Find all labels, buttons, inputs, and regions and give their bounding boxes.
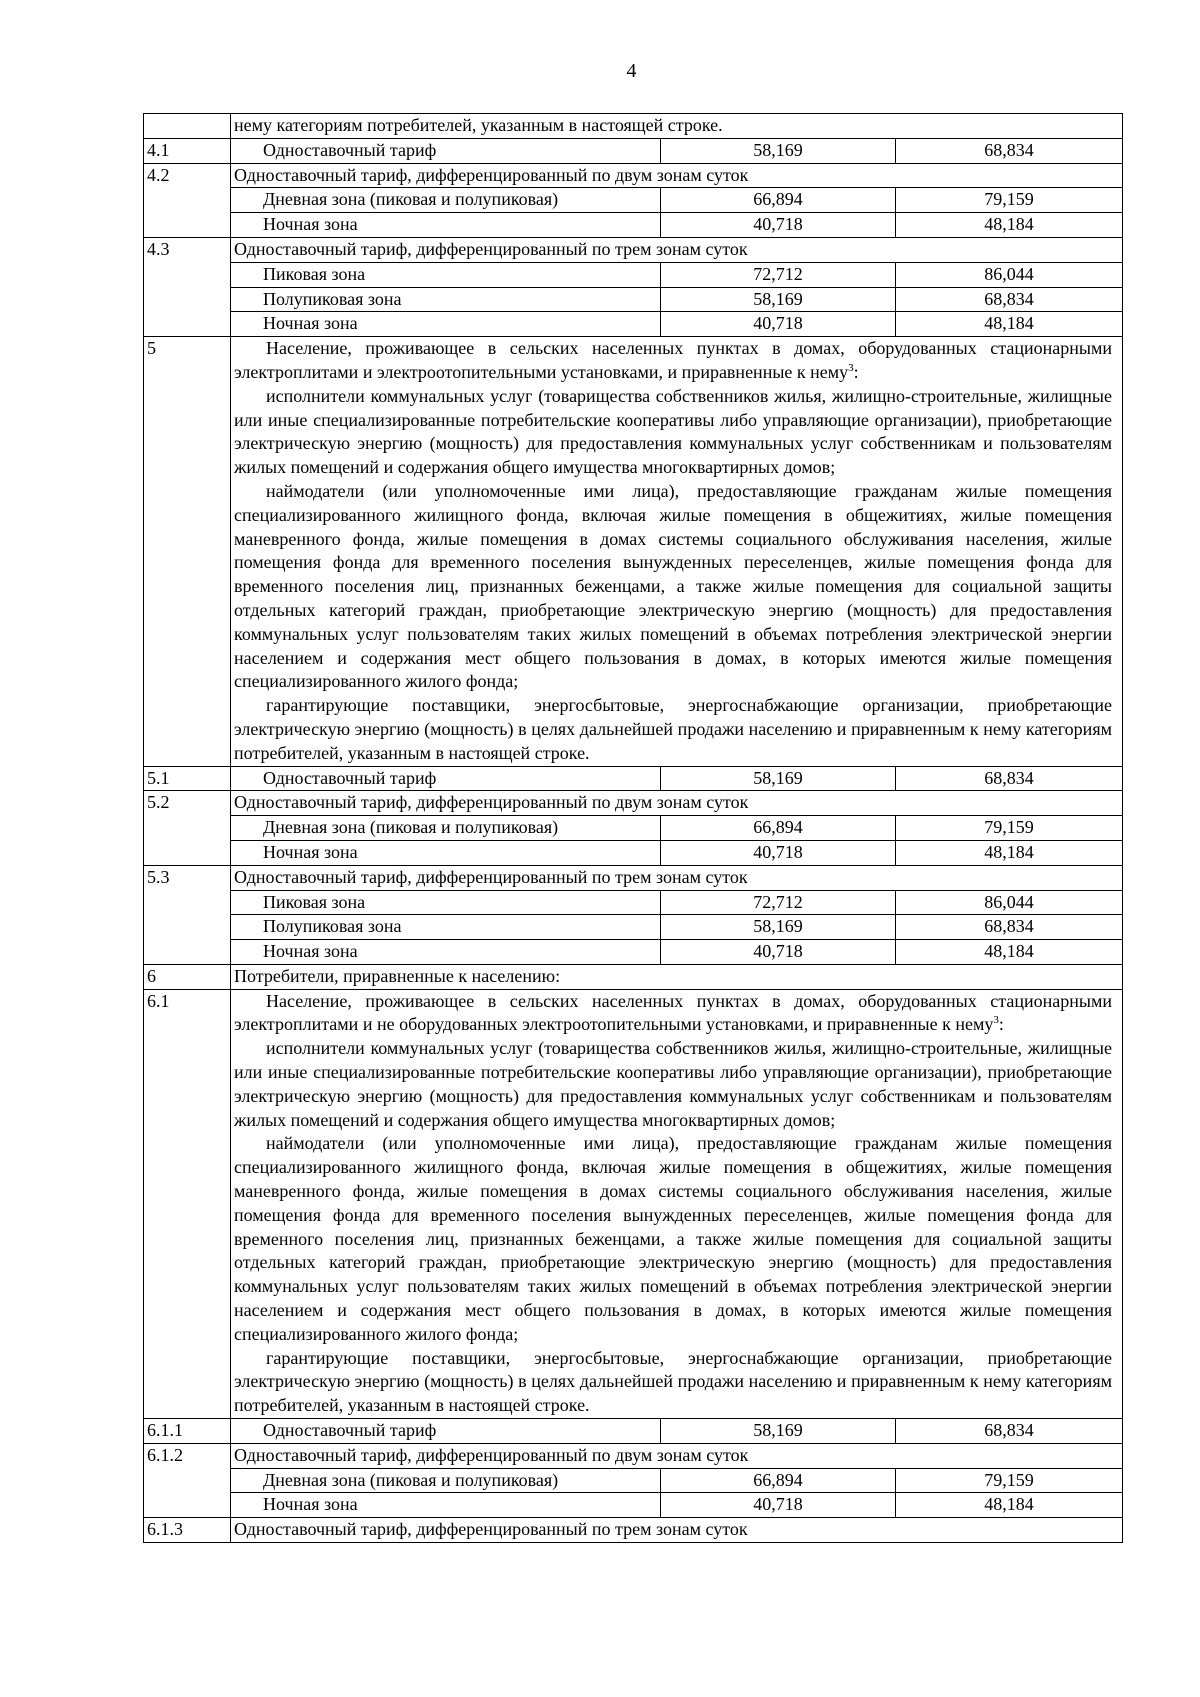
- table-row: [144, 163, 1123, 188]
- table-row: [144, 188, 1123, 213]
- table-row: [144, 138, 1123, 163]
- value-1: 58,169: [661, 1419, 896, 1444]
- value-1: 40,718: [661, 312, 896, 337]
- table-row: [144, 816, 1123, 841]
- zone-label: Ночная зона: [231, 1493, 661, 1518]
- value-2: 79,159: [896, 188, 1123, 213]
- zone-label: Ночная зона: [231, 312, 661, 337]
- consumer-description: [231, 337, 1123, 766]
- table-row: [144, 1468, 1123, 1493]
- consumer-description: [231, 989, 1123, 1418]
- value-2: 48,184: [896, 940, 1123, 965]
- paragraph: исполнители коммунальных услуг (товарищества собственников жилья, жилищно-строительные, жилищные или иные специализированные потребительские кооперативы либо управляющие организации), приобретающие электрическую энергию (мощность) для предоставления коммунальных услуг собственникам и пользователям жилых помещений и содержания общего имущества многоквартирных домов;: [234, 385, 1112, 478]
- value-2: 48,184: [896, 1493, 1123, 1518]
- row-number: 4.2: [144, 163, 231, 237]
- zone-label: Пиковая зона: [231, 262, 661, 287]
- value-1: 40,718: [661, 940, 896, 965]
- value-2: 68,834: [896, 138, 1123, 163]
- value-2: 68,834: [896, 766, 1123, 791]
- value-1: 40,718: [661, 1493, 896, 1518]
- value-1: 72,712: [661, 890, 896, 915]
- tariff-label: Одноставочный тариф, дифференцированный по трем зонам суток: [231, 237, 1123, 262]
- row-number: 6.1.1: [144, 1419, 231, 1444]
- tariff-label: Одноставочный тариф, дифференцированный по трем зонам суток: [231, 865, 1123, 890]
- zone-label: Дневная зона (пиковая и полупиковая): [231, 1468, 661, 1493]
- zone-label: Полупиковая зона: [231, 287, 661, 312]
- value-2: 68,834: [896, 287, 1123, 312]
- table-row: [144, 915, 1123, 940]
- value-2: 68,834: [896, 915, 1123, 940]
- zone-label: Пиковая зона: [231, 890, 661, 915]
- row-number: 5.1: [144, 766, 231, 791]
- table-row: [144, 114, 1123, 139]
- zone-label: Ночная зона: [231, 213, 661, 238]
- row-number: 6: [144, 964, 231, 989]
- zone-label: Полупиковая зона: [231, 915, 661, 940]
- zone-label: Дневная зона (пиковая и полупиковая): [231, 816, 661, 841]
- zone-label: Ночная зона: [231, 940, 661, 965]
- value-1: 58,169: [661, 766, 896, 791]
- paragraph: наймодатели (или уполномоченные ими лица), предоставляющие гражданам жилые помещения специализированного жилищного фонда, включая жилые помещения в общежитиях, жилые помещения маневренного фонда, жилые помещения в домах системы социального обслуживания населения, жилые помещения фонда для временного поселения вынужденных переселенцев, жилые помещения фонда для временного поселения лиц, признанных беженцами, а также жилые помещения для социальной защиты отдельных категорий граждан, приобретающие электрическую энергию (мощность) для предоставления коммунальных услуг пользователям таких жилых помещений в объемах потребления электрической энергии населением и содержания мест общего пользования в домах, в которых имеются жилые помещения специализированного жилого фонда;: [234, 1133, 1112, 1344]
- value-2: 48,184: [896, 312, 1123, 337]
- value-1: 72,712: [661, 262, 896, 287]
- page-number: 4: [626, 60, 637, 82]
- value-1: 58,169: [661, 915, 896, 940]
- continuation-text: нему категориям потребителей, указанным в настоящей строке.: [231, 114, 1123, 139]
- table-row: [144, 262, 1123, 287]
- value-2: 48,184: [896, 840, 1123, 865]
- table-row: [144, 989, 1123, 1418]
- table-row: [144, 1518, 1123, 1543]
- tariff-label: Одноставочный тариф, дифференцированный по двум зонам суток: [231, 1443, 1123, 1468]
- row-number-cell: [144, 114, 231, 139]
- paragraph: гарантирующие поставщики, энергосбытовые, энергоснабжающие организации, приобретающие электрическую энергию (мощность) в целях дальнейшей продажи населению и приравненным к нему категориям потребителей, указанным в настоящей строке.: [234, 1347, 1112, 1416]
- value-2: 48,184: [896, 213, 1123, 238]
- row-number: 5.2: [144, 791, 231, 865]
- table-row: [144, 964, 1123, 989]
- value-2: 86,044: [896, 890, 1123, 915]
- table-row: [144, 940, 1123, 965]
- tariff-label: Одноставочный тариф: [231, 1419, 661, 1444]
- value-1: 58,169: [661, 138, 896, 163]
- row-number: 6.1.3: [144, 1518, 231, 1543]
- tariff-label: Одноставочный тариф: [231, 138, 661, 163]
- zone-label: Дневная зона (пиковая и полупиковая): [231, 188, 661, 213]
- table-row: [144, 213, 1123, 238]
- table-row: [144, 1443, 1123, 1468]
- table-row: [144, 312, 1123, 337]
- paragraph: наймодатели (или уполномоченные ими лица), предоставляющие гражданам жилые помещения специализированного жилищного фонда, включая жилые помещения в общежитиях, жилые помещения маневренного фонда, жилые помещения в домах системы социального обслуживания населения, жилые помещения фонда для временного поселения вынужденных переселенцев, жилые помещения фонда для временного поселения лиц, признанных беженцами, а также жилые помещения для социальной защиты отдельных категорий граждан, приобретающие электрическую энергию (мощность) для предоставления коммунальных услуг пользователям таких жилых помещений в объемах потребления электрической энергии населением и содержания мест общего пользования в домах, в которых имеются жилые помещения специализированного жилого фонда;: [234, 480, 1112, 692]
- paragraph: исполнители коммунальных услуг (товарищества собственников жилья, жилищно-строительные, жилищные или иные специализированные потребительские кооперативы либо управляющие организации), приобретающие электрическую энергию (мощность) для предоставления коммунальных услуг собственникам и пользователям жилых помещений и содержания общего имущества многоквартирных домов;: [234, 1038, 1112, 1130]
- table-row: [144, 337, 1123, 766]
- value-2: 79,159: [896, 816, 1123, 841]
- table-row: [144, 237, 1123, 262]
- table-row: [144, 766, 1123, 791]
- paragraph: гарантирующие поставщики, энергосбытовые, энергоснабжающие организации, приобретающие электрическую энергию (мощность) в целях дальнейшей продажи населению и приравненным к нему категориям потребителей, указанным в настоящей строке.: [234, 695, 1112, 763]
- table-row: [144, 840, 1123, 865]
- table-row: [144, 287, 1123, 312]
- tariff-label: Одноставочный тариф, дифференцированный по трем зонам суток: [231, 1518, 1123, 1543]
- section-title: Потребители, приравненные к населению:: [231, 964, 1123, 989]
- table-row: [144, 1419, 1123, 1444]
- zone-label: Ночная зона: [231, 840, 661, 865]
- tariff-label: Одноставочный тариф, дифференцированный по двум зонам суток: [231, 791, 1123, 816]
- tariff-table: [143, 113, 1123, 1543]
- row-number: 5.3: [144, 865, 231, 964]
- value-1: 40,718: [661, 840, 896, 865]
- table-row: [144, 791, 1123, 816]
- table-row: [144, 1493, 1123, 1518]
- table-row: [144, 890, 1123, 915]
- tariff-label: Одноставочный тариф, дифференцированный по двум зонам суток: [231, 163, 1123, 188]
- value-1: 66,894: [661, 188, 896, 213]
- value-1: 66,894: [661, 816, 896, 841]
- table-row: [144, 865, 1123, 890]
- paragraph: Население, проживающее в сельских населенных пунктах в домах, оборудованных стационарными электроплитами и не оборудованных электроотопительными установками, и приравненные к нему$^3$:: [234, 990, 1112, 1035]
- paragraph: Население, проживающее в сельских населенных пунктах в домах, оборудованных стационарными электроплитами и электроотопительными установками, и приравненные к нему$^3$:: [234, 338, 1112, 382]
- row-number: 6.1: [144, 989, 231, 1418]
- row-number: 5: [144, 337, 231, 766]
- value-1: 40,718: [661, 213, 896, 238]
- value-2: 79,159: [896, 1468, 1123, 1493]
- tariff-label: Одноставочный тариф: [231, 766, 661, 791]
- value-1: 66,894: [661, 1468, 896, 1493]
- value-1: 58,169: [661, 287, 896, 312]
- value-2: 86,044: [896, 262, 1123, 287]
- row-number: 4.3: [144, 237, 231, 336]
- row-number: 4.1: [144, 138, 231, 163]
- value-2: 68,834: [896, 1419, 1123, 1444]
- row-number: 6.1.2: [144, 1443, 231, 1517]
